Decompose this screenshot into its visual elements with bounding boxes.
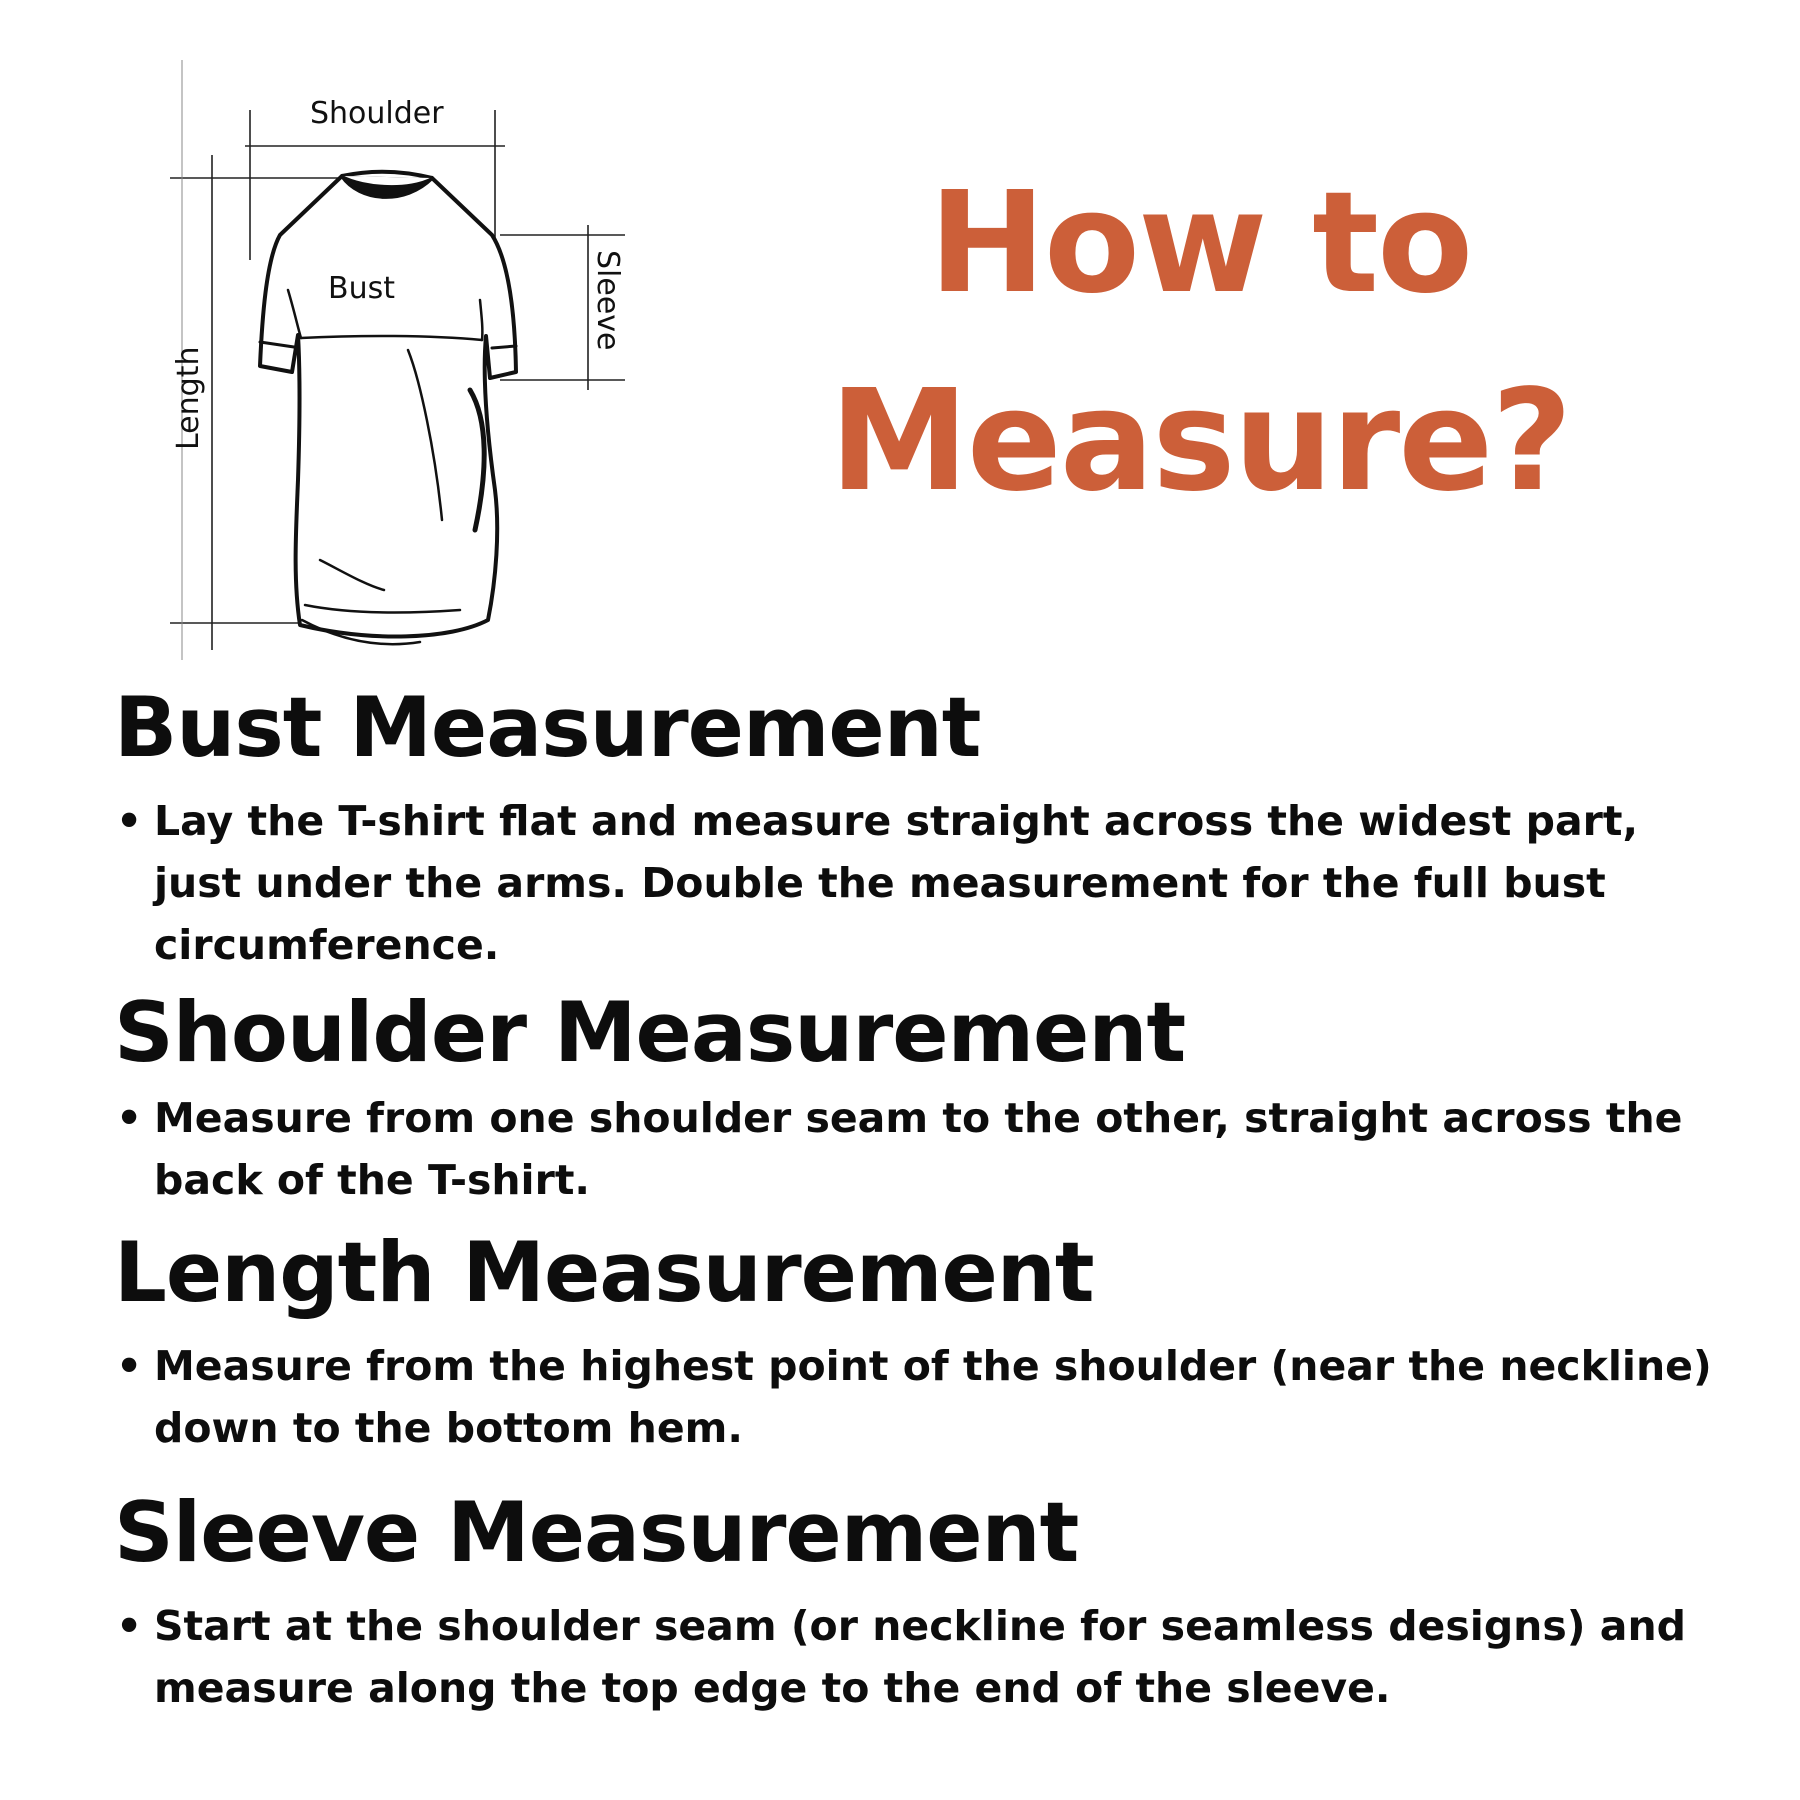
sleeve-text: Start at the shoulder seam (or neckline for seamless designs) and measure along the top edge to the end of the sleeve. [154,1602,1686,1712]
sleeve-instruction [114,1595,1714,1719]
sleeve-label: Sleeve [590,250,625,351]
bullet-icon: • [116,797,143,845]
shoulder-section [114,985,1714,1211]
page-title [790,145,1610,541]
title-line-2: Measure? [829,360,1571,523]
bust-section [114,680,1714,976]
length-text: Measure from the highest point of the shoulder (near the neckline) down to the bottom hem. [154,1342,1712,1452]
sleeve-heading: Sleeve Measurement [114,1484,1079,1581]
shoulder-heading: Shoulder Measurement [114,984,1186,1081]
length-heading: Length Measurement [114,1224,1094,1321]
shoulder-text: Measure from one shoulder seam to the other, straight across the back of the T-shirt. [154,1094,1683,1204]
length-section [114,1225,1714,1459]
bust-heading: Bust Measurement [114,679,981,776]
tshirt-illustration [170,60,640,660]
bust-label: Bust [328,271,395,306]
shoulder-instruction [114,1087,1714,1211]
bust-instruction [114,790,1714,976]
shoulder-label: Shoulder [310,96,444,131]
bullet-icon: • [116,1094,143,1142]
length-instruction [114,1335,1714,1459]
bust-text: Lay the T-shirt flat and measure straight across the widest part, just under the arms. Double the measurement for the full bust circumference. [154,797,1639,969]
bullet-icon: • [116,1602,143,1650]
title-line-1: How to [928,162,1472,325]
sleeve-section [114,1485,1714,1719]
tshirt-measure-diagram [170,60,640,660]
length-label: Length [171,346,206,450]
bullet-icon: • [116,1342,143,1390]
